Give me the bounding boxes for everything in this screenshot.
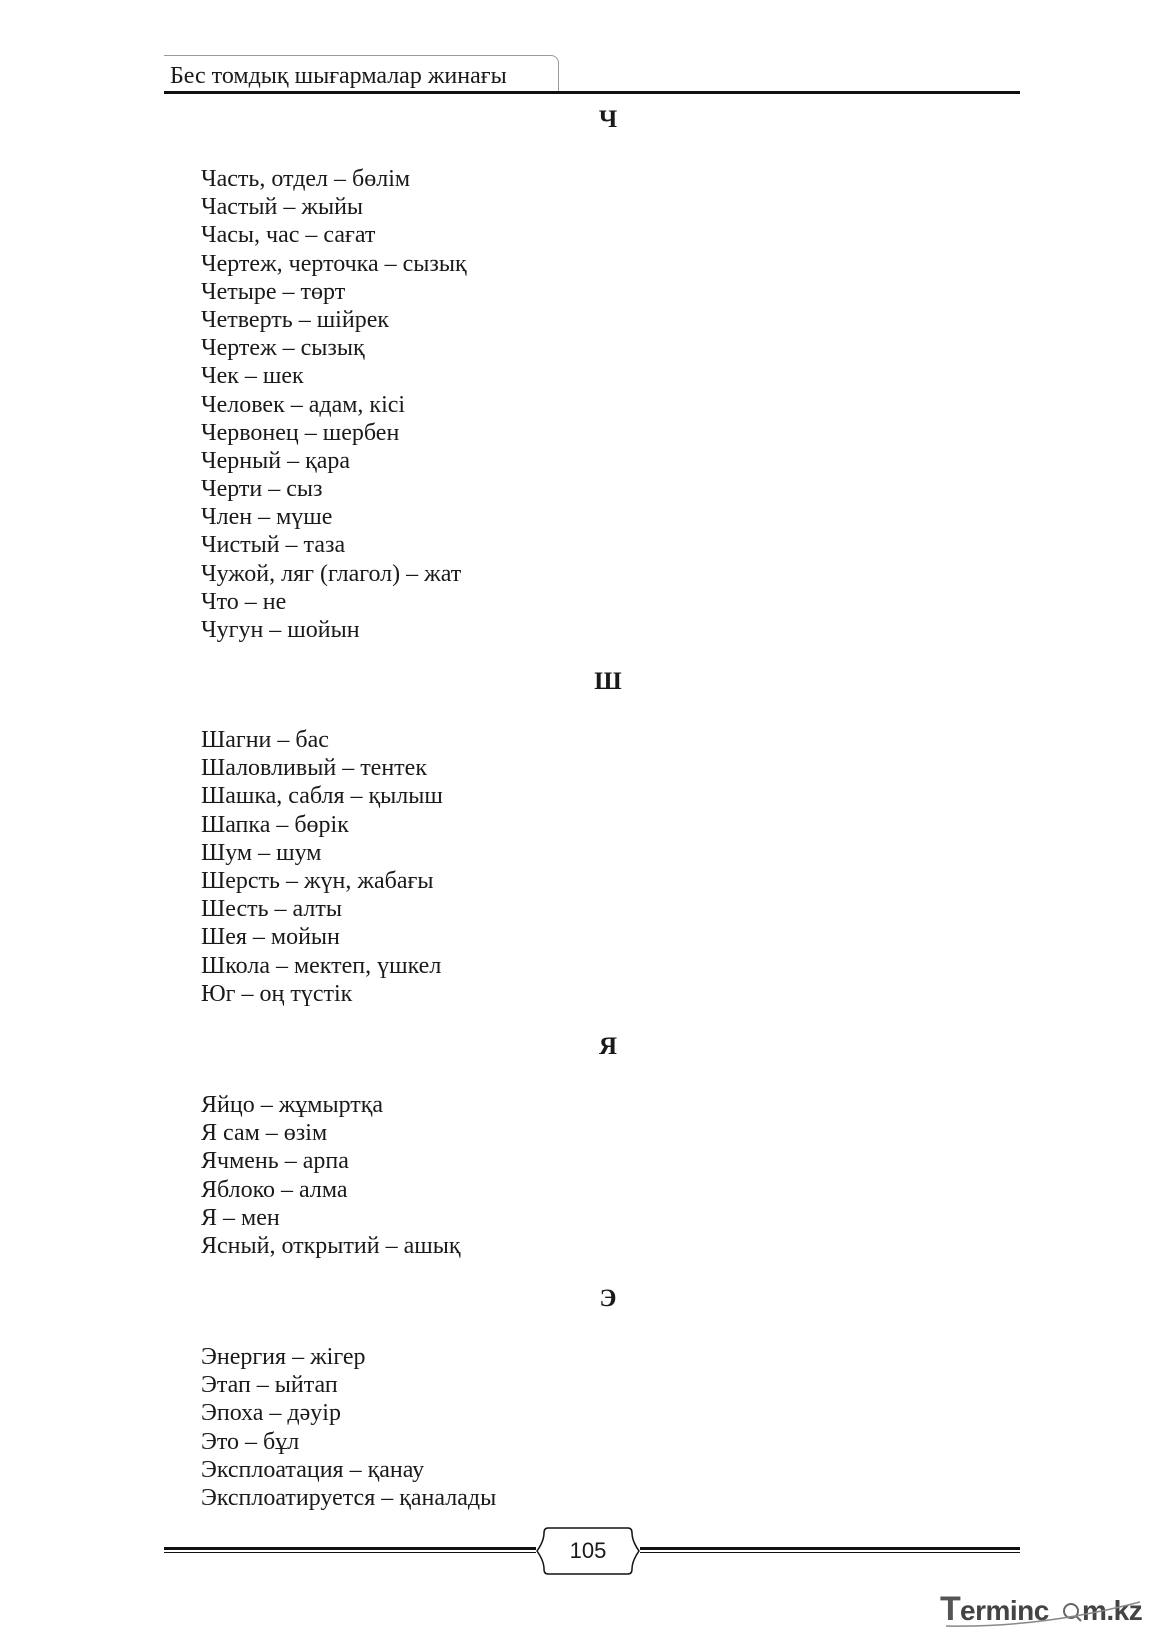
svg-text:erminc: erminc [960,1595,1049,1626]
section-ya-list [201,1091,461,1260]
dictionary-entry: Частый – жыйы [201,194,364,221]
running-header [164,55,1020,95]
dictionary-entry: Чистый – таза [201,532,346,559]
dictionary-entry: Чертеж – сызық [201,335,365,362]
footer-rule-left [164,1547,536,1553]
dictionary-entry: Черный – қара [201,447,351,474]
dictionary-entry: Чугун – шойын [201,617,360,643]
section-ch-list [201,165,467,644]
section-sh-list [201,726,443,1008]
dictionary-entry: Чек – шек [201,363,304,390]
dictionary-entry: Энергия – жігер [201,1344,366,1370]
dictionary-entry: Шапка – бөрік [201,811,349,838]
dictionary-entry: Червонец – шербен [201,419,400,446]
dictionary-entry: Часы, час – сағат [201,222,376,249]
section-letter-e: Э [599,1285,617,1312]
dictionary-entry: Шесть – алты [201,896,342,923]
dictionary-entry: Часть, отдел – бөлім [201,166,411,192]
section-letter-ya: Я [598,1033,618,1060]
termincom-logo [940,1588,1145,1632]
dictionary-entry: Я сам – өзім [201,1120,328,1147]
page-footer [164,1527,1020,1577]
dictionary-entry: Школа – мектеп, үшкел [201,952,442,979]
svg-text:m.kz: m.kz [1082,1595,1143,1626]
page-number-frame [536,1527,640,1575]
dictionary-entry: Это – бұл [201,1428,300,1455]
dictionary-entry: Эпоха – дәуір [201,1400,341,1427]
dictionary-entry: Что – не [201,588,287,615]
dictionary-entry: Шашка, сабля – қылыш [201,783,443,810]
dictionary-entry: Яйцо – жұмыртқа [201,1092,384,1118]
dictionary-entry: Черти – сыз [201,476,323,503]
dictionary-entry: Четверть – шійрек [201,306,390,333]
dictionary-entry: Яблоко – алма [201,1176,348,1203]
dictionary-entry: Шея – мойын [201,924,340,951]
book-title: Бес томдық шығармалар жинағы [170,63,507,89]
dictionary-entry: Чертеж, черточка – сызық [201,250,467,277]
dictionary-entry: Я – мен [201,1204,280,1231]
dictionary-entry: Шерсть – жүн, жабағы [201,867,434,894]
dictionary-entry: Чужой, ляг (глагол) – жат [201,560,462,587]
dictionary-entry: Шаловливый – тентек [201,755,427,782]
dictionary-entry: Этап – ыйтап [201,1372,338,1399]
section-letter-sh: Ш [594,668,622,695]
dictionary-entry: Член – мүше [201,504,333,531]
section-letter-ch: Ч [598,106,618,133]
dictionary-entry: Юг – оң түстік [201,980,353,1007]
dictionary-entry: Эксплоатируется – қаналады [201,1484,497,1511]
page-number: 105 [569,1538,607,1563]
header-rule [164,91,1020,94]
section-e-list [201,1343,496,1512]
dictionary-entry: Шум – шум [201,839,322,866]
dictionary-entry: Ясный, открытий – ашық [201,1232,461,1259]
dictionary-entry: Ячмень – арпа [201,1148,349,1175]
svg-text:T: T [940,1590,961,1628]
dictionary-entry: Эксплоатация – қанау [201,1456,425,1483]
dictionary-entry: Шагни – бас [201,727,329,753]
footer-rule-right [640,1547,1020,1553]
dictionary-entry: Человек – адам, кісі [201,391,406,418]
dictionary-entry: Четыре – төрт [201,278,346,305]
